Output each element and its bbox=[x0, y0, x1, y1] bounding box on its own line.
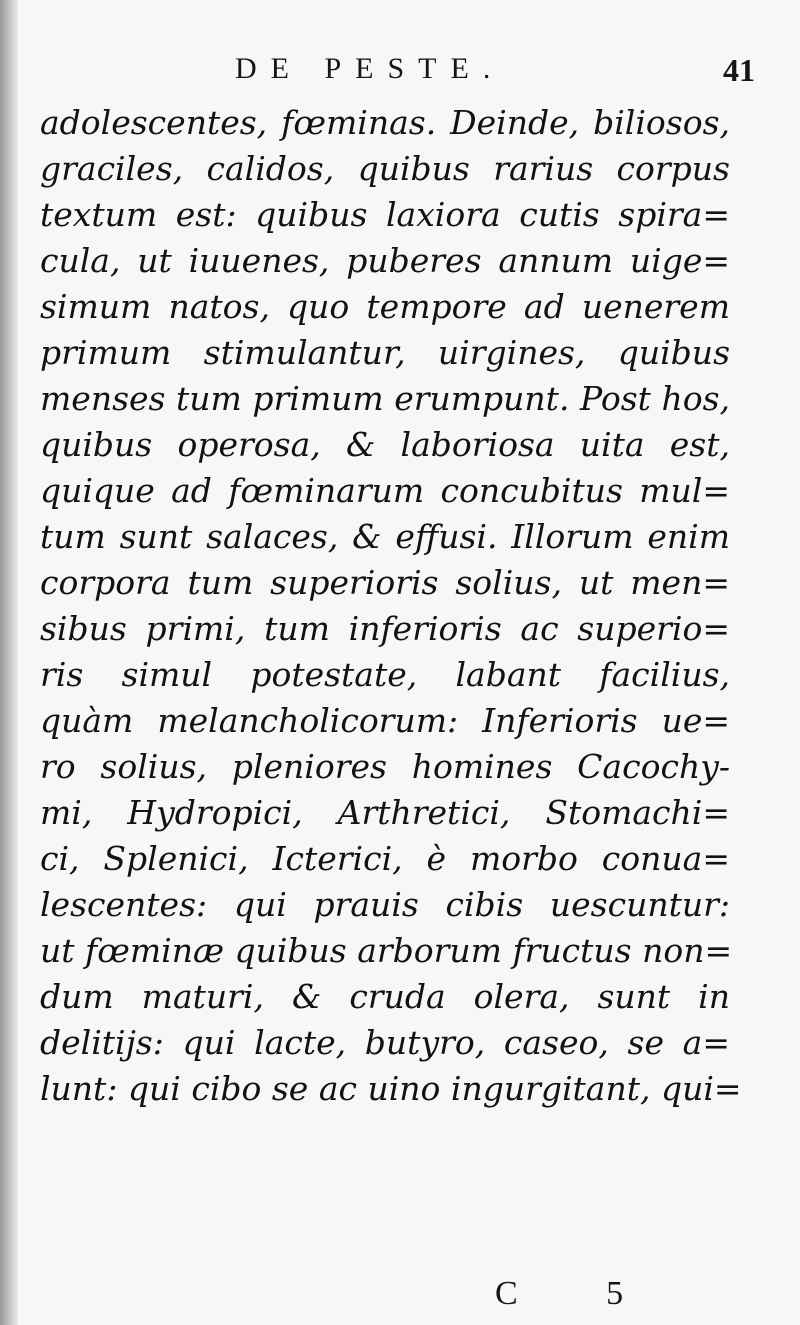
text-line: corpora tum superioris solius, ut men= bbox=[40, 563, 730, 602]
running-head-title: DE PESTE. bbox=[235, 52, 505, 85]
text-line: quique ad fœminarum concubitus mul= bbox=[40, 471, 730, 510]
text-line: graciles, calidos, quibus rarius corpus bbox=[40, 149, 730, 188]
text-line: ut fœminæ quibus arborum fructus non= bbox=[40, 931, 733, 970]
text-line: quàm melancholicorum: Inferioris ue= bbox=[40, 701, 730, 740]
text-line: ris simul potestate, labant facilius, bbox=[40, 655, 730, 694]
text-line: textum est: quibus laxiora cutis spira= bbox=[40, 195, 730, 234]
text-line: simum natos, quo tempore ad uenerem bbox=[40, 287, 730, 326]
text-line: lescentes: qui prauis cibis uescuntur: bbox=[40, 885, 730, 924]
text-line: cula, ut iuuenes, puberes annum uige= bbox=[40, 241, 730, 280]
text-line: dum maturi, & cruda olera, sunt in bbox=[40, 977, 730, 1016]
text-line: menses tum primum erumpunt. Post hos, bbox=[40, 379, 730, 418]
text-line: primum stimulantur, uirgines, quibus bbox=[40, 333, 730, 372]
text-line: sibus primi, tum inferioris ac superio= bbox=[40, 609, 730, 648]
text-line: mi, Hydropici, Arthretici, Stomachi= bbox=[40, 793, 730, 832]
text-line: ro solius, pleniores homines Cacochy- bbox=[40, 747, 730, 786]
text-line: quibus operosa, & laboriosa uita est, bbox=[40, 425, 730, 464]
running-head bbox=[0, 52, 800, 92]
text-line: adolescentes, fœminas. Deinde, biliosos, bbox=[40, 103, 730, 142]
text-line: delitijs: qui lacte, butyro, caseo, se a= bbox=[40, 1023, 730, 1062]
text-line: lunt: qui cibo se ac uino ingurgitant, qui= bbox=[40, 1069, 742, 1108]
body-text bbox=[40, 100, 742, 1112]
signature-mark: C 5 bbox=[495, 1275, 664, 1312]
page-number: 41 bbox=[723, 52, 755, 88]
text-line: ci, Splenici, Icterici, è morbo conua= bbox=[40, 839, 730, 878]
text-line: tum sunt salaces, & effusi. Illorum enim bbox=[40, 517, 730, 556]
